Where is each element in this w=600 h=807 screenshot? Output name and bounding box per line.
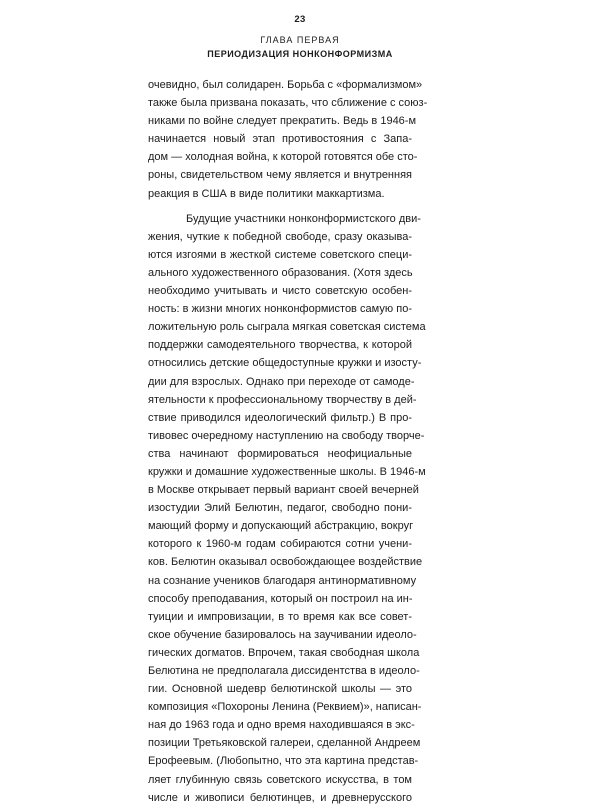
body-text: [148, 76, 428, 807]
text-line: гических догматов. Впрочем, такая свободная школа: [148, 646, 420, 659]
text-line: Ерофеевым. (Любопытно, что эта картина представ-: [148, 755, 419, 768]
text-line: ков. Белютин оказывал освобождающее воздействие: [148, 556, 423, 569]
text-line: композиция «Похороны Ленина (Реквием)», написан-: [148, 701, 422, 714]
text-line: ются изгоями в жесткой системе советского специ-: [148, 248, 412, 261]
text-line: способу преподавания, который он построил на ин-: [148, 592, 413, 605]
text-line: на сознание учеников благодаря антинормативному: [148, 574, 417, 587]
text-line: гии. Основной шедевр белютинской школы — это: [148, 683, 412, 696]
text-line: начинается новый этап противостояния с Запа-: [148, 133, 412, 146]
text-line: ства начинают формироваться неофициальные: [148, 447, 412, 460]
text-line: очевидно, был солидарен. Борьба с «формализмом»: [148, 79, 423, 91]
text-line: поддержки самодеятельного творчества, к которой: [148, 339, 412, 352]
chapter-title: ПЕРИОДИЗАЦИЯ НОНКОНФОРМИЗМА: [207, 49, 393, 59]
text-line: ность: в жизни многих нонконформистов самую по-: [148, 303, 412, 316]
text-line: реакция в США в виде политики маккартизма.: [148, 187, 385, 200]
running-header: [0, 14, 600, 60]
text-line: которого к 1960-м годам собираются сотни учени-: [148, 538, 412, 551]
text-line: ляет глубинную связь советского искусства, в том: [148, 773, 412, 786]
text-line: Белютина не предполагала диссидентства в идеоло-: [148, 665, 420, 677]
text-line: ское обучение базировалось на заучивании идеоло-: [148, 628, 417, 641]
text-line: кружки и домашние художественные школы. В 1946-м: [148, 465, 426, 478]
text-line: дии для взрослых. Однако при переходе от самоде-: [148, 375, 415, 388]
page-number: 23: [294, 14, 306, 25]
text-line: роны, свидетельством чему является и внутренняя: [148, 169, 412, 182]
chapter-label: ГЛАВА ПЕРВАЯ: [260, 35, 340, 45]
text-line: Будущие участники нонконформистского дви-: [186, 212, 421, 225]
text-line: ального художественного образования. (Хотя здесь: [148, 266, 413, 279]
text-line: изостудии Элий Белютин, педагог, свободно пони-: [148, 502, 412, 515]
paragraph-gap: [148, 203, 412, 210]
text-line: в Москве открывает первый вариант своей вечерней: [148, 484, 419, 497]
paragraph: [148, 210, 426, 807]
text-line: ятельности к профессиональному творчеству в дей-: [148, 393, 417, 406]
text-line: мающий форму и допускающий абстракцию, вокруг: [148, 520, 414, 533]
text-line: тивовес очередному наступлению на свободу творче-: [148, 429, 425, 442]
paragraph: [148, 76, 428, 203]
text-line: необходимо учитывать и чисто советскую особен-: [148, 285, 412, 298]
text-line: относились детские общедоступные кружки и изосту-: [148, 357, 422, 370]
text-line: туиции и импровизации, в то время как все совет-: [148, 610, 412, 623]
text-line: ствие приводился идеологический фильтр.) В про-: [148, 411, 412, 424]
text-line: жения, чуткие к победной свободе, сразу оказыва-: [148, 230, 412, 243]
text-line: числе и живописи белютинцев, и древнерусского: [148, 791, 412, 804]
text-line: ная до 1963 года и одно время находившаяся в экс-: [148, 719, 415, 732]
text-line: ложительную роль сыграла мягкая советская система: [148, 321, 426, 334]
text-line: позиции Третьяковской галереи, сделанной Андреем: [148, 737, 421, 750]
text-line: дом — холодная война, к которой готовятся обе сто-: [148, 151, 418, 164]
text-line: никами по войне следует прекратить. Ведь в 1946-м: [148, 115, 417, 128]
text-line: также была призвана показать, что сближение с союз-: [148, 97, 428, 110]
